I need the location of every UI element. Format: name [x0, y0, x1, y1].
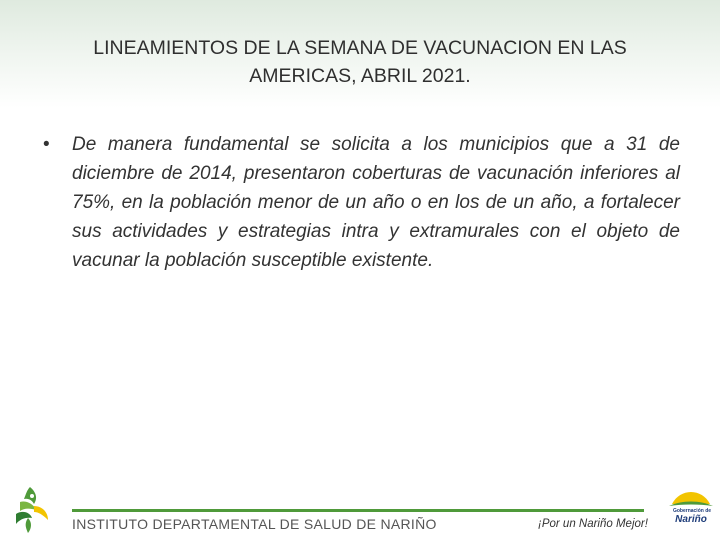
- gov-logo-small-text: Gobernación de: [672, 508, 712, 514]
- gov-logo-big-text: Nariño: [675, 514, 707, 525]
- bullet-item: [40, 130, 680, 275]
- bullet-text: De manera fundamental se solicita a los municipios que a 31 de diciembre de 2014, presentaron coberturas de vacunación inferiores al 75%, en la población menor de un año o en los de un año, a fortalecer sus actividades y estrategias intra y extramurales con el objeto de vacunar la población susceptible existente.: [72, 134, 680, 271]
- slide-content: [40, 130, 680, 275]
- slide-title: LINEAMIENTOS DE LA SEMANA DE VACUNACION EN LAS AMERICAS, ABRIL 2021.: [93, 37, 627, 87]
- footer-divider: [72, 509, 644, 512]
- instituto-logo-icon: [8, 484, 52, 534]
- footer-institution: INSTITUTO DEPARTAMENTAL DE SALUD DE NARIÑO: [72, 516, 437, 532]
- bullet-marker: •: [43, 134, 50, 155]
- footer-slogan: ¡Por un Nariño Mejor!: [538, 518, 648, 530]
